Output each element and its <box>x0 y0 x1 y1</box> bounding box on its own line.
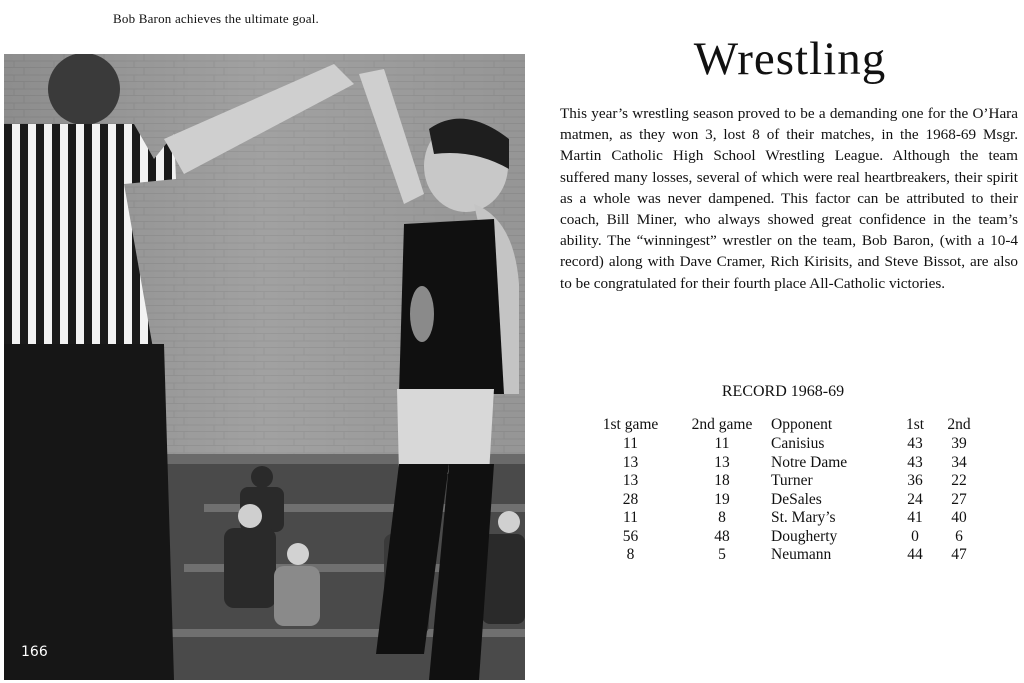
table-row <box>588 472 984 491</box>
cell-opponent: Dougherty <box>771 527 838 545</box>
cell-first-score: 43 <box>907 453 923 471</box>
record-section <box>588 383 998 565</box>
cell-first-score: 44 <box>907 546 923 563</box>
cell-second-score: 40 <box>951 509 967 526</box>
cell-first-game: 8 <box>626 546 635 563</box>
header-opponent: Opponent <box>771 416 833 433</box>
table-row <box>588 528 984 547</box>
cell-second-game: 8 <box>718 509 726 526</box>
header-first-game: 1st game <box>602 416 659 433</box>
cell-first-game: 56 <box>622 527 639 545</box>
cell-second-score: 27 <box>951 490 967 508</box>
cell-opponent: Neumann <box>771 546 832 563</box>
cell-second-game: 5 <box>718 546 726 563</box>
record-table <box>588 415 984 565</box>
table-row <box>588 509 984 528</box>
cell-first-game: 11 <box>623 509 638 526</box>
table-header-row <box>588 415 984 435</box>
table-row <box>588 435 984 454</box>
cell-first-game: 13 <box>622 453 639 471</box>
cell-second-game: 13 <box>714 453 730 471</box>
cell-second-score: 34 <box>951 453 967 471</box>
cell-first-score: 41 <box>907 509 923 526</box>
table-row <box>588 454 984 473</box>
header-second-game: 2nd game <box>691 416 753 433</box>
cell-second-score: 47 <box>951 546 967 563</box>
table-row <box>588 491 984 510</box>
wrestling-photo <box>4 54 525 680</box>
cell-first-game: 11 <box>623 435 638 452</box>
cell-first-score: 24 <box>907 490 923 508</box>
header-first-score: 1st <box>905 416 925 433</box>
cell-opponent: DeSales <box>771 490 822 508</box>
cell-first-score: 36 <box>907 472 923 489</box>
cell-opponent: Canisius <box>771 435 825 452</box>
page-title: Wrestling <box>693 33 887 85</box>
cell-second-score: 22 <box>951 472 967 489</box>
cell-second-game: 11 <box>714 435 730 452</box>
cell-second-score: 6 <box>955 527 963 545</box>
cell-second-game: 19 <box>714 490 730 508</box>
record-title: RECORD 1968-69 <box>721 383 845 400</box>
cell-first-game: 28 <box>622 490 639 508</box>
photo-caption: Bob Baron achieves the ultimate goal. <box>113 11 319 26</box>
header-second-score: 2nd <box>947 416 971 433</box>
article-body: This year’s wrestling season proved to be a demanding one for the O’Hara matmen, as they won 3, lost 8 of their matches, in the 1968-69 Msgr. Martin Catholic High School Wrestling League. Although the team suffered many losses, several of which were real heartbreakers, their spirit as a whole was never dampened. This factor can be attributed to their coach, Bill Miner, who always showed great confidence in the team’s ability. The “winningest” wrestler on the team, Bob Baron, (with a 10-4 record) along with Dave Cramer, Rich Kirisits, and Steve Bissot, are also to be congratulated for their fourth place All-Catholic victories. <box>560 105 1018 292</box>
cell-first-score: 43 <box>907 435 923 452</box>
table-row <box>588 546 984 565</box>
cell-opponent: St. Mary’s <box>771 509 836 526</box>
cell-first-score: 0 <box>911 527 919 545</box>
page-number: 166 <box>21 644 48 660</box>
cell-opponent: Notre Dame <box>771 453 848 471</box>
cell-first-game: 13 <box>622 472 639 489</box>
cell-second-game: 18 <box>714 472 730 489</box>
cell-second-game: 48 <box>714 527 730 545</box>
cell-opponent: Turner <box>771 472 813 489</box>
cell-second-score: 39 <box>951 435 967 452</box>
